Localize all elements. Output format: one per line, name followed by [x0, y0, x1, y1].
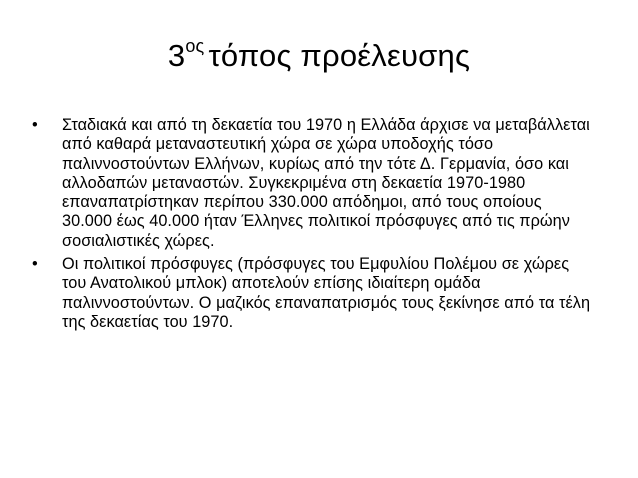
title-ordinal-suffix: ος: [185, 36, 205, 56]
title-ordinal: 3: [167, 38, 186, 73]
bullet-list: [32, 116, 592, 336]
bullet-icon: •: [32, 116, 38, 134]
slide-title: [0, 36, 638, 76]
bullet-text-2: Οι πολιτικοί πρόσφυγες (πρόσφυγες του Εμφυλίου Πολέμου σε χώρες του Ανατολικού μπλοκ) αποτελούν επίσης ιδιαίτερη ομάδα παλιννοστούντων. Ο μαζικός επαναπατρισμός τους ξεκίνησε από τα τέλη της δεκαετίας του 1970.: [62, 255, 591, 331]
bullet-icon: •: [32, 255, 38, 274]
bullet-text-1: Σταδιακά και από τη δεκαετία του 1970 η Ελλάδα άρχισε να μεταβάλλεται από καθαρά μεταναστευτική χώρα σε χώρα υποδοχής τόσο παλιννοστούντων Ελλήνων, κυρίως από την τότε Δ. Γερμανία, όσο και αλλοδαπών μεταναστών. Συγκεκριμένα στη δεκαετία 1970-1980 επαναπατρίστηκαν περίπου 330.000 απόδημοι, από τους οποίους 30.000 έως 40.000 ήταν Έλληνες πολιτικοί πρόσφυγες από τις πρώην σοσιαλιστικές χώρες.: [62, 116, 590, 250]
bullet-item-1: [32, 116, 592, 251]
title-text: τόπος προέλευσης: [208, 38, 471, 73]
bullet-item-2: [32, 255, 592, 332]
